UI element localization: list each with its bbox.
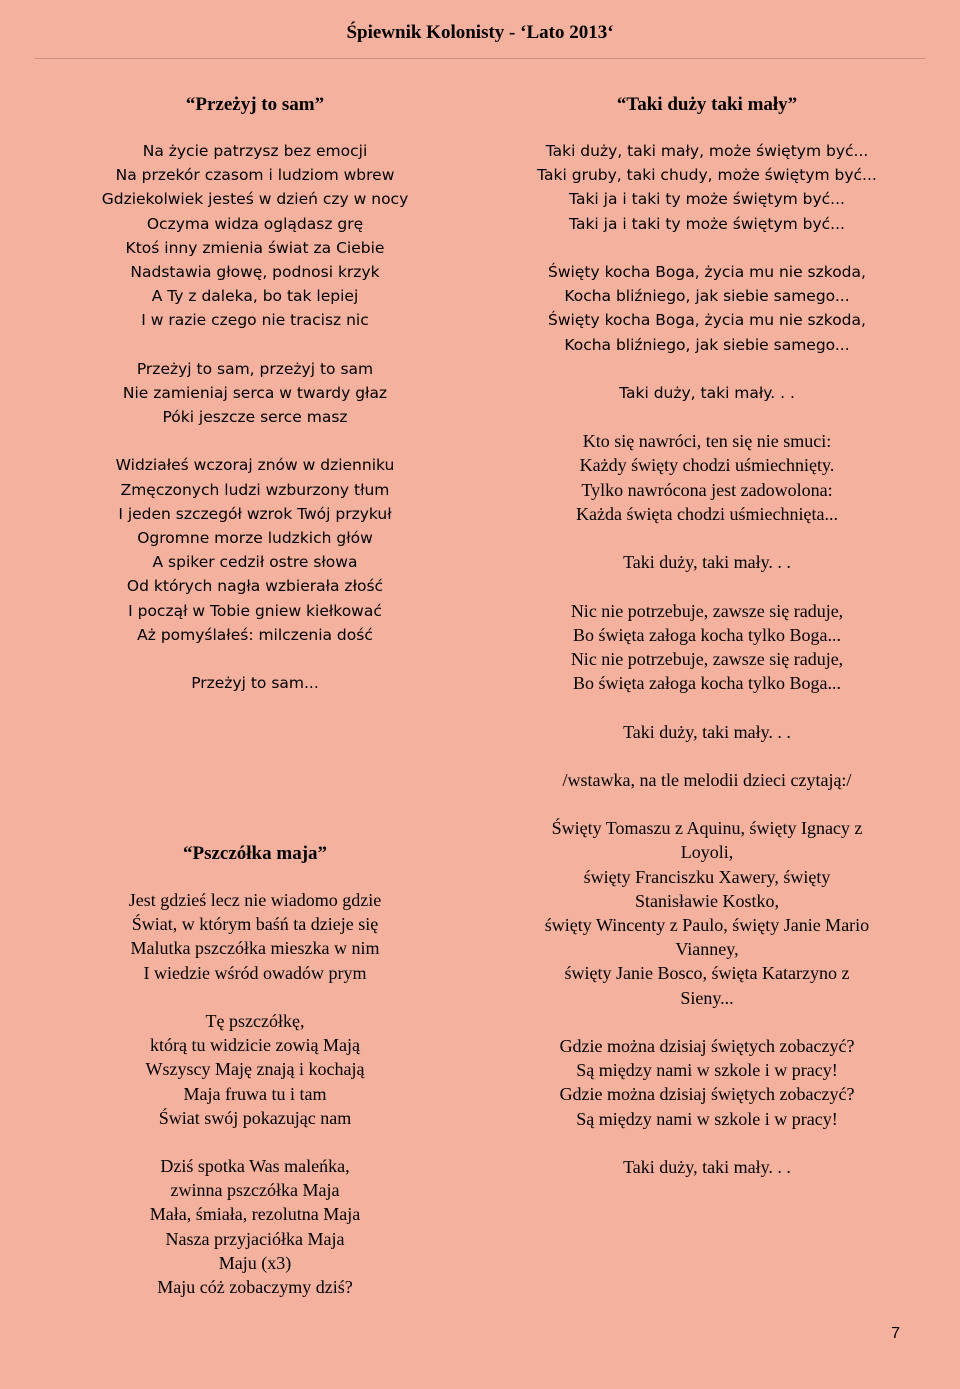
lyric-line: Tylko nawrócona jest zadowolona:	[581, 479, 833, 500]
page-header-title: Śpiewnik Kolonisty - ‘Lato 2013‘	[346, 22, 614, 43]
song-pszczolka-maja	[55, 842, 455, 1299]
lyric-line: A spiker cedził ostre słowa	[152, 553, 358, 572]
page-number: 7	[891, 1325, 900, 1342]
lyric-line: Oczyma widza oglądasz grę	[146, 214, 364, 233]
lyric-line: Póki jeszcze serce masz	[162, 408, 348, 427]
lyric-line: Taki ja i taki ty może świętym być...	[569, 190, 845, 209]
lyric-line: Bo święta załoga kocha tylko Boga...	[573, 624, 841, 645]
lyric-line: Na życie patrzysz bez emocji	[142, 142, 368, 160]
lyric-line: Taki duży, taki mały. . .	[623, 721, 791, 742]
lyric-line: Nic nie potrzebuje, zawsze się raduje,	[570, 600, 844, 621]
lyric-line: Bo święta załoga kocha tylko Boga...	[573, 673, 841, 694]
lyric-line: Świat swój pokazując nam	[158, 1107, 352, 1128]
lyric-line: Aż pomyślałeś: milczenia dość	[137, 625, 373, 644]
song-lyrics	[497, 139, 917, 1179]
stanza-break	[497, 695, 917, 719]
lyric-line: Każdy święty chodzi uśmiechnięty.	[579, 455, 835, 476]
lyric-line: którą tu widzicie zowią Mają	[150, 1035, 360, 1056]
lyric-line: Święty Tomaszu z Aquinu, święty Ignacy z	[551, 818, 863, 839]
lyric-line: Zmęczonych ludzi wzburzony tłum	[120, 480, 390, 499]
song-title: “Taki duży taki mały”	[616, 94, 798, 115]
lyric-line: Przeżyj to sam, przeżyj to sam	[136, 359, 374, 378]
stanza-break	[497, 357, 917, 381]
lyric-line: Na przekór czasom i ludziom wbrew	[115, 166, 395, 185]
stanza-break	[497, 1010, 917, 1034]
lyric-line: I jeden szczegół wzrok Twój przykuł	[118, 504, 392, 523]
lyric-line: Taki duży, taki mały. . .	[619, 383, 795, 402]
stanza-break	[497, 574, 917, 598]
lyric-line: święty Wincenty z Paulo, święty Janie Mario	[544, 915, 870, 935]
lyric-line: Vianney,	[675, 939, 739, 960]
stanza-break	[55, 647, 455, 671]
lyric-line: Kocha bliźniego, jak siebie samego...	[564, 287, 850, 306]
song-title: “Pszczółka maja”	[182, 843, 328, 864]
lyric-line: Kocha bliźniego, jak siebie samego...	[564, 335, 850, 354]
lyric-line: Przeżyj to sam...	[191, 674, 319, 693]
stanza-break	[55, 429, 455, 453]
lyric-line: Nasza przyjaciółka Maja	[165, 1228, 345, 1249]
stanza-break	[497, 792, 917, 816]
song-lyrics	[55, 888, 455, 1299]
lyric-line: zwinna pszczółka Maja	[170, 1180, 340, 1201]
lyric-line: Malutka pszczółka mieszka w nim	[130, 938, 380, 959]
lyric-line: Nie zamieniaj serca w twardy głaz	[122, 383, 388, 402]
lyric-line: Od których nagła wzbierała złość	[126, 577, 384, 596]
lyric-line: A Ty z daleka, bo tak lepiej	[151, 287, 359, 306]
lyric-line: Są między nami w szkole i w pracy!	[576, 1108, 838, 1129]
lyric-line: I wiedzie wśród owadów prym	[143, 962, 367, 983]
lyric-line: Wszyscy Maję znają i kochają	[145, 1059, 365, 1080]
lyric-line: Gdzie można dzisiaj świętych zobaczyć?	[559, 1035, 855, 1056]
stanza-break	[497, 744, 917, 768]
lyric-line: Taki ja i taki ty może świętym być...	[569, 214, 845, 233]
stanza-break	[497, 236, 917, 260]
lyric-line: Nadstawia głowę, podnosi krzyk	[130, 262, 380, 281]
stanza-break	[55, 1130, 455, 1154]
stanza-break	[55, 985, 455, 1009]
lyric-line: Święty kocha Boga, życia mu nie szkoda,	[548, 311, 866, 330]
lyric-line: Tę pszczółkę,	[205, 1010, 305, 1031]
lyric-line: Nic nie potrzebuje, zawsze się raduje,	[570, 648, 844, 669]
lyric-line: Dziś spotka Was maleńka,	[160, 1156, 350, 1177]
lyric-line: Taki duży, taki mały. . .	[623, 552, 791, 573]
lyric-line: święty Janie Bosco, święta Katarzyno z	[564, 963, 850, 984]
lyric-line: I w razie czego nie tracisz nic	[141, 311, 369, 330]
lyric-line: Sieny...	[680, 987, 734, 1008]
lyric-line: Ogromne morze ludzkich głów	[137, 529, 373, 547]
lyric-line: Taki duży, taki mały. . .	[623, 1156, 791, 1177]
song-lyrics	[55, 139, 455, 695]
lyric-line: Gdziekolwiek jesteś w dzień czy w nocy	[101, 190, 409, 209]
stanza-break	[55, 333, 455, 357]
lyric-line: Mała, śmiała, rezolutna Maja	[149, 1204, 361, 1225]
lyric-line: Są między nami w szkole i w pracy!	[576, 1060, 838, 1081]
song-przezyj-to-sam	[55, 93, 455, 695]
lyric-line: Maja fruwa tu i tam	[183, 1083, 327, 1104]
lyric-line: Świat, w którym baśń ta dzieje się	[131, 914, 379, 935]
lyric-line: Maju cóż zobaczymy dziś?	[157, 1277, 353, 1297]
lyric-line: Gdzie można dzisiaj świętych zobaczyć?	[559, 1084, 855, 1105]
lyric-line: Maju (x3)	[218, 1252, 292, 1273]
lyric-line: /wstawka, na tle melodii dzieci czytają:/	[562, 769, 852, 790]
lyric-line: Widziałeś wczoraj znów w dzienniku	[115, 456, 395, 475]
lyric-line: Jest gdzieś lecz nie wiadomo gdzie	[128, 890, 382, 910]
stanza-break	[497, 1131, 917, 1155]
lyric-line: święty Franciszku Xawery, święty	[583, 866, 831, 887]
lyric-line: Święty kocha Boga, życia mu nie szkoda,	[548, 262, 866, 281]
song-taki-duzy-taki-maly	[497, 93, 917, 1179]
header-divider	[35, 58, 925, 59]
lyric-line: I począł w Tobie gniew kiełkować	[128, 601, 382, 620]
lyric-line: Każda święta chodzi uśmiechnięta...	[576, 503, 838, 524]
stanza-break	[497, 405, 917, 429]
song-title: “Przeżyj to sam”	[185, 94, 325, 115]
lyric-line: Taki duży, taki mały, może świętym być...	[545, 142, 869, 160]
stanza-break	[497, 526, 917, 550]
lyric-line: Loyoli,	[680, 842, 734, 863]
lyric-line: Stanisławie Kostko,	[635, 890, 779, 911]
lyric-line: Kto się nawróci, ten się nie smuci:	[582, 431, 832, 452]
lyric-line: Ktoś inny zmienia świat za Ciebie	[125, 238, 385, 257]
lyric-line: Taki gruby, taki chudy, może świętym być...	[537, 166, 877, 185]
